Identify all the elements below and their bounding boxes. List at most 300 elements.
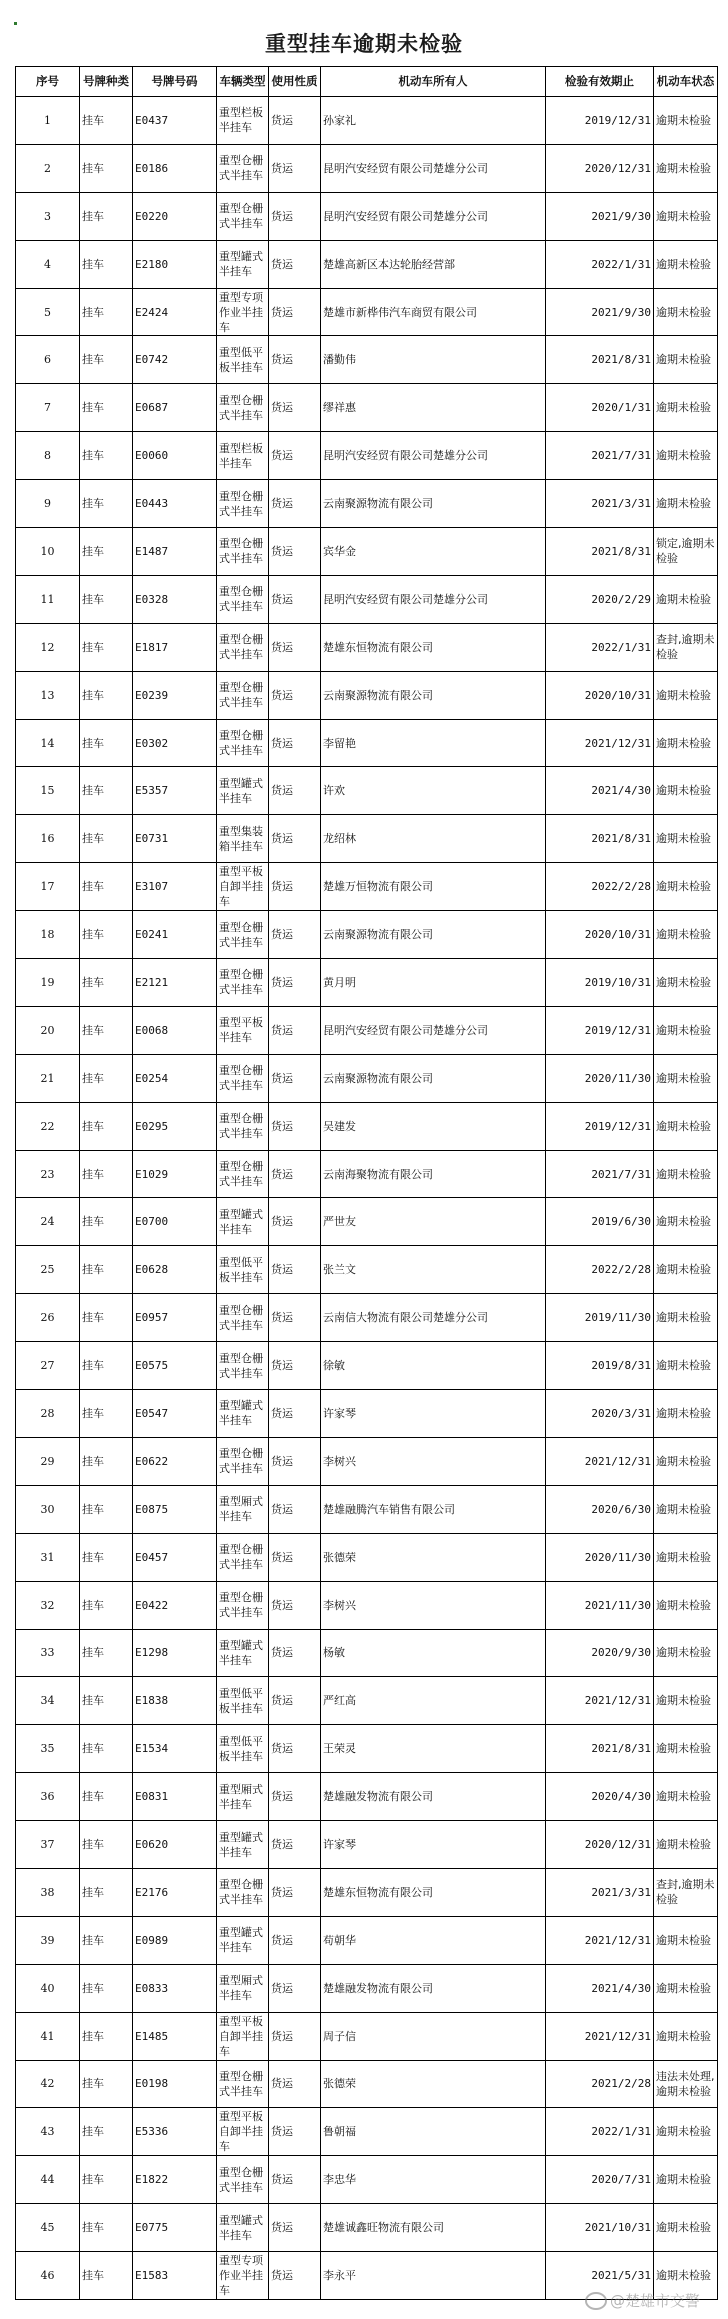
cell-plate-number: E0957 bbox=[133, 1294, 217, 1342]
table-row bbox=[16, 959, 718, 1007]
table-row bbox=[16, 2108, 718, 2156]
cell-vehicle-status: 逾期未检验 bbox=[654, 719, 718, 767]
cell-usage: 货运 bbox=[269, 1773, 321, 1821]
cell-vehicle-type: 重型仓栅式半挂车 bbox=[217, 575, 269, 623]
cell-inspection-expiry: 2021/9/30 bbox=[546, 192, 654, 240]
cell-plate-kind: 挂车 bbox=[80, 1629, 133, 1677]
cell-vehicle-type: 重型仓栅式半挂车 bbox=[217, 1868, 269, 1916]
cell-owner: 鲁朝福 bbox=[321, 2108, 546, 2156]
cell-plate-number: E2180 bbox=[133, 240, 217, 288]
vehicle-table bbox=[15, 66, 718, 2300]
table-row bbox=[16, 1390, 718, 1438]
watermark-text: @楚雄市交警 bbox=[610, 2292, 701, 2310]
cell-vehicle-status: 逾期未检验 bbox=[654, 1533, 718, 1581]
cell-serial: 33 bbox=[16, 1629, 80, 1677]
corner-mark bbox=[14, 22, 17, 25]
cell-vehicle-status: 查封,逾期未检验 bbox=[654, 1868, 718, 1916]
cell-vehicle-status: 违法未处理,逾期未检验 bbox=[654, 2060, 718, 2108]
cell-serial: 32 bbox=[16, 1581, 80, 1629]
cell-serial: 10 bbox=[16, 528, 80, 576]
cell-vehicle-status: 逾期未检验 bbox=[654, 192, 718, 240]
cell-owner: 昆明汽安经贸有限公司楚雄分公司 bbox=[321, 144, 546, 192]
cell-plate-kind: 挂车 bbox=[80, 480, 133, 528]
cell-serial: 39 bbox=[16, 1916, 80, 1964]
cell-inspection-expiry: 2022/2/28 bbox=[546, 863, 654, 911]
cell-plate-number: E0628 bbox=[133, 1246, 217, 1294]
cell-vehicle-status: 逾期未检验 bbox=[654, 240, 718, 288]
cell-plate-kind: 挂车 bbox=[80, 1868, 133, 1916]
cell-vehicle-type: 重型罐式半挂车 bbox=[217, 1629, 269, 1677]
cell-serial: 34 bbox=[16, 1677, 80, 1725]
cell-vehicle-type: 重型平板自卸半挂车 bbox=[217, 2012, 269, 2060]
document-title: 重型挂车逾期未检验 bbox=[265, 31, 463, 56]
cell-owner: 张兰文 bbox=[321, 1246, 546, 1294]
cell-serial: 21 bbox=[16, 1054, 80, 1102]
cell-usage: 货运 bbox=[269, 97, 321, 145]
cell-usage: 货运 bbox=[269, 2156, 321, 2204]
cell-usage: 货运 bbox=[269, 2204, 321, 2252]
cell-vehicle-status: 逾期未检验 bbox=[654, 1821, 718, 1869]
cell-serial: 45 bbox=[16, 2204, 80, 2252]
cell-vehicle-status: 逾期未检验 bbox=[654, 1677, 718, 1725]
cell-inspection-expiry: 2022/1/31 bbox=[546, 2108, 654, 2156]
cell-plate-kind: 挂车 bbox=[80, 767, 133, 815]
cell-serial: 35 bbox=[16, 1725, 80, 1773]
cell-plate-kind: 挂车 bbox=[80, 1294, 133, 1342]
cell-inspection-expiry: 2022/1/31 bbox=[546, 623, 654, 671]
cell-vehicle-type: 重型仓栅式半挂车 bbox=[217, 384, 269, 432]
cell-usage: 货运 bbox=[269, 623, 321, 671]
cell-owner: 严世友 bbox=[321, 1198, 546, 1246]
cell-owner: 许家琴 bbox=[321, 1390, 546, 1438]
cell-plate-number: E0068 bbox=[133, 1006, 217, 1054]
cell-vehicle-status: 逾期未检验 bbox=[654, 288, 718, 336]
cell-serial: 8 bbox=[16, 432, 80, 480]
cell-serial: 14 bbox=[16, 719, 80, 767]
table-row bbox=[16, 1054, 718, 1102]
cell-vehicle-status: 逾期未检验 bbox=[654, 1916, 718, 1964]
cell-usage: 货运 bbox=[269, 911, 321, 959]
cell-plate-kind: 挂车 bbox=[80, 432, 133, 480]
cell-vehicle-status: 逾期未检验 bbox=[654, 432, 718, 480]
cell-owner: 张德荣 bbox=[321, 1533, 546, 1581]
cell-inspection-expiry: 2020/3/31 bbox=[546, 1390, 654, 1438]
cell-owner: 严红高 bbox=[321, 1677, 546, 1725]
cell-vehicle-type: 重型仓栅式半挂车 bbox=[217, 1342, 269, 1390]
table-row bbox=[16, 1581, 718, 1629]
cell-plate-kind: 挂车 bbox=[80, 1198, 133, 1246]
cell-vehicle-status: 逾期未检验 bbox=[654, 336, 718, 384]
cell-vehicle-type: 重型仓栅式半挂车 bbox=[217, 911, 269, 959]
cell-plate-number: E0742 bbox=[133, 336, 217, 384]
cell-owner: 昆明汽安经贸有限公司楚雄分公司 bbox=[321, 575, 546, 623]
cell-usage: 货运 bbox=[269, 2060, 321, 2108]
cell-plate-kind: 挂车 bbox=[80, 1342, 133, 1390]
cell-owner: 宾华金 bbox=[321, 528, 546, 576]
cell-inspection-expiry: 2021/8/31 bbox=[546, 528, 654, 576]
cell-usage: 货运 bbox=[269, 240, 321, 288]
cell-owner: 云南信大物流有限公司楚雄分公司 bbox=[321, 1294, 546, 1342]
cell-usage: 货运 bbox=[269, 432, 321, 480]
cell-owner: 楚雄高新区本达轮胎经营部 bbox=[321, 240, 546, 288]
cell-vehicle-status: 逾期未检验 bbox=[654, 1054, 718, 1102]
cell-plate-kind: 挂车 bbox=[80, 1916, 133, 1964]
cell-owner: 黄月明 bbox=[321, 959, 546, 1007]
cell-vehicle-status: 逾期未检验 bbox=[654, 671, 718, 719]
cell-usage: 货运 bbox=[269, 1150, 321, 1198]
cell-vehicle-type: 重型仓栅式半挂车 bbox=[217, 144, 269, 192]
cell-plate-kind: 挂车 bbox=[80, 1054, 133, 1102]
cell-inspection-expiry: 2021/8/31 bbox=[546, 1725, 654, 1773]
cell-vehicle-type: 重型厢式半挂车 bbox=[217, 1773, 269, 1821]
cell-serial: 4 bbox=[16, 240, 80, 288]
cell-inspection-expiry: 2021/8/31 bbox=[546, 336, 654, 384]
cell-inspection-expiry: 2021/12/31 bbox=[546, 1437, 654, 1485]
cell-inspection-expiry: 2021/5/31 bbox=[546, 2252, 654, 2300]
cell-inspection-expiry: 2020/6/30 bbox=[546, 1485, 654, 1533]
cell-inspection-expiry: 2021/11/30 bbox=[546, 1581, 654, 1629]
cell-usage: 货运 bbox=[269, 1485, 321, 1533]
cell-plate-kind: 挂车 bbox=[80, 2204, 133, 2252]
cell-vehicle-type: 重型仓栅式半挂车 bbox=[217, 480, 269, 528]
cell-plate-number: E0437 bbox=[133, 97, 217, 145]
cell-plate-number: E0875 bbox=[133, 1485, 217, 1533]
table-row bbox=[16, 1437, 718, 1485]
cell-serial: 3 bbox=[16, 192, 80, 240]
cell-plate-kind: 挂车 bbox=[80, 2108, 133, 2156]
cell-usage: 货运 bbox=[269, 1294, 321, 1342]
cell-inspection-expiry: 2021/3/31 bbox=[546, 1868, 654, 1916]
cell-vehicle-type: 重型仓栅式半挂车 bbox=[217, 1533, 269, 1581]
cell-owner: 楚雄融发物流有限公司 bbox=[321, 1964, 546, 2012]
cell-plate-number: E0060 bbox=[133, 432, 217, 480]
cell-plate-number: E0833 bbox=[133, 1964, 217, 2012]
cell-plate-number: E0220 bbox=[133, 192, 217, 240]
table-header-row bbox=[16, 67, 718, 97]
header-plate-number: 号牌号码 bbox=[133, 67, 217, 97]
cell-inspection-expiry: 2020/11/30 bbox=[546, 1054, 654, 1102]
cell-inspection-expiry: 2020/2/29 bbox=[546, 575, 654, 623]
cell-vehicle-status: 锁定,逾期未检验 bbox=[654, 528, 718, 576]
cell-plate-number: E2121 bbox=[133, 959, 217, 1007]
cell-plate-number: E1534 bbox=[133, 1725, 217, 1773]
cell-plate-kind: 挂车 bbox=[80, 623, 133, 671]
cell-plate-number: E0186 bbox=[133, 144, 217, 192]
cell-vehicle-type: 重型仓栅式半挂车 bbox=[217, 719, 269, 767]
cell-plate-number: E0620 bbox=[133, 1821, 217, 1869]
cell-plate-kind: 挂车 bbox=[80, 2156, 133, 2204]
cell-vehicle-status: 逾期未检验 bbox=[654, 1964, 718, 2012]
cell-plate-kind: 挂车 bbox=[80, 528, 133, 576]
table-row bbox=[16, 1294, 718, 1342]
cell-plate-number: E1298 bbox=[133, 1629, 217, 1677]
table-row bbox=[16, 2060, 718, 2108]
cell-vehicle-status: 逾期未检验 bbox=[654, 1102, 718, 1150]
cell-vehicle-type: 重型栏板半挂车 bbox=[217, 97, 269, 145]
table-row bbox=[16, 767, 718, 815]
cell-serial: 36 bbox=[16, 1773, 80, 1821]
table-row bbox=[16, 815, 718, 863]
cell-owner: 许欢 bbox=[321, 767, 546, 815]
cell-vehicle-status: 逾期未检验 bbox=[654, 384, 718, 432]
cell-inspection-expiry: 2020/7/31 bbox=[546, 2156, 654, 2204]
cell-plate-kind: 挂车 bbox=[80, 336, 133, 384]
cell-inspection-expiry: 2021/3/31 bbox=[546, 480, 654, 528]
cell-plate-kind: 挂车 bbox=[80, 1485, 133, 1533]
cell-plate-number: E5336 bbox=[133, 2108, 217, 2156]
cell-usage: 货运 bbox=[269, 1102, 321, 1150]
cell-inspection-expiry: 2020/12/31 bbox=[546, 1821, 654, 1869]
cell-vehicle-type: 重型低平板半挂车 bbox=[217, 1677, 269, 1725]
cell-vehicle-type: 重型厢式半挂车 bbox=[217, 1964, 269, 2012]
cell-vehicle-status: 逾期未检验 bbox=[654, 1485, 718, 1533]
cell-owner: 云南聚源物流有限公司 bbox=[321, 911, 546, 959]
table-row bbox=[16, 97, 718, 145]
table-row bbox=[16, 1773, 718, 1821]
cell-plate-kind: 挂车 bbox=[80, 144, 133, 192]
cell-inspection-expiry: 2020/1/31 bbox=[546, 384, 654, 432]
cell-inspection-expiry: 2021/10/31 bbox=[546, 2204, 654, 2252]
cell-vehicle-status: 逾期未检验 bbox=[654, 1581, 718, 1629]
cell-vehicle-type: 重型罐式半挂车 bbox=[217, 767, 269, 815]
cell-plate-number: E0575 bbox=[133, 1342, 217, 1390]
cell-plate-number: E1817 bbox=[133, 623, 217, 671]
cell-usage: 货运 bbox=[269, 671, 321, 719]
cell-plate-kind: 挂车 bbox=[80, 384, 133, 432]
cell-owner: 云南聚源物流有限公司 bbox=[321, 1054, 546, 1102]
cell-owner: 昆明汽安经贸有限公司楚雄分公司 bbox=[321, 432, 546, 480]
cell-owner: 楚雄融发物流有限公司 bbox=[321, 1773, 546, 1821]
cell-serial: 28 bbox=[16, 1390, 80, 1438]
cell-serial: 31 bbox=[16, 1533, 80, 1581]
cell-vehicle-type: 重型仓栅式半挂车 bbox=[217, 1294, 269, 1342]
cell-serial: 42 bbox=[16, 2060, 80, 2108]
cell-owner: 楚雄万恒物流有限公司 bbox=[321, 863, 546, 911]
cell-usage: 货运 bbox=[269, 1629, 321, 1677]
table-row bbox=[16, 2156, 718, 2204]
cell-plate-number: E1822 bbox=[133, 2156, 217, 2204]
cell-owner: 云南聚源物流有限公司 bbox=[321, 480, 546, 528]
cell-serial: 19 bbox=[16, 959, 80, 1007]
header-vehicle-type: 车辆类型 bbox=[217, 67, 269, 97]
cell-vehicle-status: 逾期未检验 bbox=[654, 2252, 718, 2300]
cell-usage: 货运 bbox=[269, 2252, 321, 2300]
cell-vehicle-type: 重型仓栅式半挂车 bbox=[217, 1054, 269, 1102]
cell-vehicle-status: 逾期未检验 bbox=[654, 1246, 718, 1294]
cell-inspection-expiry: 2021/4/30 bbox=[546, 767, 654, 815]
cell-usage: 货运 bbox=[269, 959, 321, 1007]
table-row bbox=[16, 1725, 718, 1773]
cell-plate-number: E0831 bbox=[133, 1773, 217, 1821]
cell-plate-kind: 挂车 bbox=[80, 1533, 133, 1581]
cell-plate-number: E2424 bbox=[133, 288, 217, 336]
cell-vehicle-status: 逾期未检验 bbox=[654, 815, 718, 863]
cell-inspection-expiry: 2020/4/30 bbox=[546, 1773, 654, 1821]
cell-plate-number: E0731 bbox=[133, 815, 217, 863]
cell-usage: 货运 bbox=[269, 480, 321, 528]
table-row bbox=[16, 432, 718, 480]
cell-plate-number: E0239 bbox=[133, 671, 217, 719]
cell-owner: 张德荣 bbox=[321, 2060, 546, 2108]
cell-inspection-expiry: 2019/10/31 bbox=[546, 959, 654, 1007]
cell-owner: 楚雄东恒物流有限公司 bbox=[321, 623, 546, 671]
cell-plate-kind: 挂车 bbox=[80, 1390, 133, 1438]
cell-plate-kind: 挂车 bbox=[80, 1437, 133, 1485]
cell-usage: 货运 bbox=[269, 719, 321, 767]
cell-plate-number: E0989 bbox=[133, 1916, 217, 1964]
cell-vehicle-type: 重型低平板半挂车 bbox=[217, 1725, 269, 1773]
cell-plate-number: E0295 bbox=[133, 1102, 217, 1150]
cell-inspection-expiry: 2019/11/30 bbox=[546, 1294, 654, 1342]
cell-plate-kind: 挂车 bbox=[80, 863, 133, 911]
table-row bbox=[16, 1533, 718, 1581]
table-row bbox=[16, 1102, 718, 1150]
cell-serial: 46 bbox=[16, 2252, 80, 2300]
cell-usage: 货运 bbox=[269, 1437, 321, 1485]
cell-serial: 2 bbox=[16, 144, 80, 192]
cell-inspection-expiry: 2020/10/31 bbox=[546, 911, 654, 959]
cell-vehicle-type: 重型罐式半挂车 bbox=[217, 1916, 269, 1964]
cell-vehicle-status: 逾期未检验 bbox=[654, 1006, 718, 1054]
cell-usage: 货运 bbox=[269, 384, 321, 432]
cell-vehicle-type: 重型罐式半挂车 bbox=[217, 1390, 269, 1438]
cell-serial: 5 bbox=[16, 288, 80, 336]
cell-owner: 楚雄诚鑫旺物流有限公司 bbox=[321, 2204, 546, 2252]
table-row bbox=[16, 240, 718, 288]
cell-usage: 货运 bbox=[269, 1342, 321, 1390]
cell-serial: 11 bbox=[16, 575, 80, 623]
table-row bbox=[16, 671, 718, 719]
cell-serial: 41 bbox=[16, 2012, 80, 2060]
cell-vehicle-type: 重型专项作业半挂车 bbox=[217, 288, 269, 336]
cell-inspection-expiry: 2019/6/30 bbox=[546, 1198, 654, 1246]
cell-vehicle-type: 重型仓栅式半挂车 bbox=[217, 1437, 269, 1485]
cell-serial: 44 bbox=[16, 2156, 80, 2204]
cell-vehicle-status: 逾期未检验 bbox=[654, 2108, 718, 2156]
cell-plate-number: E0302 bbox=[133, 719, 217, 767]
cell-owner: 缪祥惠 bbox=[321, 384, 546, 432]
cell-vehicle-type: 重型仓栅式半挂车 bbox=[217, 671, 269, 719]
cell-usage: 货运 bbox=[269, 1821, 321, 1869]
cell-inspection-expiry: 2021/9/30 bbox=[546, 288, 654, 336]
cell-vehicle-type: 重型仓栅式半挂车 bbox=[217, 2060, 269, 2108]
cell-vehicle-type: 重型仓栅式半挂车 bbox=[217, 2156, 269, 2204]
cell-plate-number: E0622 bbox=[133, 1437, 217, 1485]
cell-plate-number: E0254 bbox=[133, 1054, 217, 1102]
cell-plate-kind: 挂车 bbox=[80, 1581, 133, 1629]
cell-serial: 13 bbox=[16, 671, 80, 719]
table-body bbox=[16, 97, 718, 2300]
cell-vehicle-type: 重型罐式半挂车 bbox=[217, 1821, 269, 1869]
cell-vehicle-status: 逾期未检验 bbox=[654, 1629, 718, 1677]
header-plate-kind: 号牌种类 bbox=[80, 67, 133, 97]
cell-inspection-expiry: 2020/9/30 bbox=[546, 1629, 654, 1677]
cell-inspection-expiry: 2021/12/31 bbox=[546, 2012, 654, 2060]
cell-plate-kind: 挂车 bbox=[80, 719, 133, 767]
cell-inspection-expiry: 2019/12/31 bbox=[546, 1102, 654, 1150]
cell-serial: 7 bbox=[16, 384, 80, 432]
cell-plate-number: E1583 bbox=[133, 2252, 217, 2300]
cell-inspection-expiry: 2021/12/31 bbox=[546, 1916, 654, 1964]
cell-serial: 12 bbox=[16, 623, 80, 671]
cell-vehicle-type: 重型仓栅式半挂车 bbox=[217, 1581, 269, 1629]
cell-plate-kind: 挂车 bbox=[80, 2012, 133, 2060]
cell-serial: 16 bbox=[16, 815, 80, 863]
cell-vehicle-type: 重型专项作业半挂车 bbox=[217, 2252, 269, 2300]
cell-plate-number: E0328 bbox=[133, 575, 217, 623]
table-row bbox=[16, 1916, 718, 1964]
cell-vehicle-status: 逾期未检验 bbox=[654, 1437, 718, 1485]
cell-plate-kind: 挂车 bbox=[80, 1246, 133, 1294]
cell-vehicle-type: 重型低平板半挂车 bbox=[217, 1246, 269, 1294]
cell-vehicle-status: 逾期未检验 bbox=[654, 959, 718, 1007]
cell-plate-kind: 挂车 bbox=[80, 1006, 133, 1054]
cell-usage: 货运 bbox=[269, 288, 321, 336]
cell-serial: 29 bbox=[16, 1437, 80, 1485]
table-row bbox=[16, 2204, 718, 2252]
cell-plate-number: E0775 bbox=[133, 2204, 217, 2252]
cell-usage: 货运 bbox=[269, 336, 321, 384]
table-row bbox=[16, 1821, 718, 1869]
cell-serial: 23 bbox=[16, 1150, 80, 1198]
table-row bbox=[16, 288, 718, 336]
cell-plate-kind: 挂车 bbox=[80, 959, 133, 1007]
cell-owner: 徐敏 bbox=[321, 1342, 546, 1390]
cell-inspection-expiry: 2019/12/31 bbox=[546, 1006, 654, 1054]
cell-plate-kind: 挂车 bbox=[80, 911, 133, 959]
cell-serial: 26 bbox=[16, 1294, 80, 1342]
cell-vehicle-status: 逾期未检验 bbox=[654, 1294, 718, 1342]
cell-inspection-expiry: 2021/8/31 bbox=[546, 815, 654, 863]
cell-plate-number: E3107 bbox=[133, 863, 217, 911]
cell-plate-number: E0547 bbox=[133, 1390, 217, 1438]
table-row bbox=[16, 1677, 718, 1725]
cell-vehicle-type: 重型低平板半挂车 bbox=[217, 336, 269, 384]
cell-plate-kind: 挂车 bbox=[80, 671, 133, 719]
cell-owner: 云南聚源物流有限公司 bbox=[321, 671, 546, 719]
table-row bbox=[16, 480, 718, 528]
cell-plate-kind: 挂车 bbox=[80, 575, 133, 623]
cell-vehicle-status: 查封,逾期未检验 bbox=[654, 623, 718, 671]
cell-usage: 货运 bbox=[269, 1868, 321, 1916]
cell-owner: 李忠华 bbox=[321, 2156, 546, 2204]
cell-inspection-expiry: 2020/10/31 bbox=[546, 671, 654, 719]
cell-serial: 37 bbox=[16, 1821, 80, 1869]
cell-usage: 货运 bbox=[269, 2012, 321, 2060]
cell-owner: 许家琴 bbox=[321, 1821, 546, 1869]
table-row bbox=[16, 1246, 718, 1294]
cell-plate-kind: 挂车 bbox=[80, 288, 133, 336]
cell-vehicle-status: 逾期未检验 bbox=[654, 97, 718, 145]
cell-usage: 货运 bbox=[269, 144, 321, 192]
cell-plate-kind: 挂车 bbox=[80, 192, 133, 240]
cell-plate-kind: 挂车 bbox=[80, 1102, 133, 1150]
cell-inspection-expiry: 2020/12/31 bbox=[546, 144, 654, 192]
cell-usage: 货运 bbox=[269, 1246, 321, 1294]
cell-inspection-expiry: 2020/11/30 bbox=[546, 1533, 654, 1581]
table-row bbox=[16, 384, 718, 432]
cell-serial: 24 bbox=[16, 1198, 80, 1246]
cell-inspection-expiry: 2021/2/28 bbox=[546, 2060, 654, 2108]
cell-serial: 9 bbox=[16, 480, 80, 528]
cell-inspection-expiry: 2021/7/31 bbox=[546, 1150, 654, 1198]
cell-owner: 龙绍林 bbox=[321, 815, 546, 863]
cell-serial: 18 bbox=[16, 911, 80, 959]
cell-plate-kind: 挂车 bbox=[80, 1821, 133, 1869]
cell-inspection-expiry: 2021/7/31 bbox=[546, 432, 654, 480]
cell-vehicle-type: 重型平板半挂车 bbox=[217, 1006, 269, 1054]
weibo-icon bbox=[585, 2292, 607, 2310]
